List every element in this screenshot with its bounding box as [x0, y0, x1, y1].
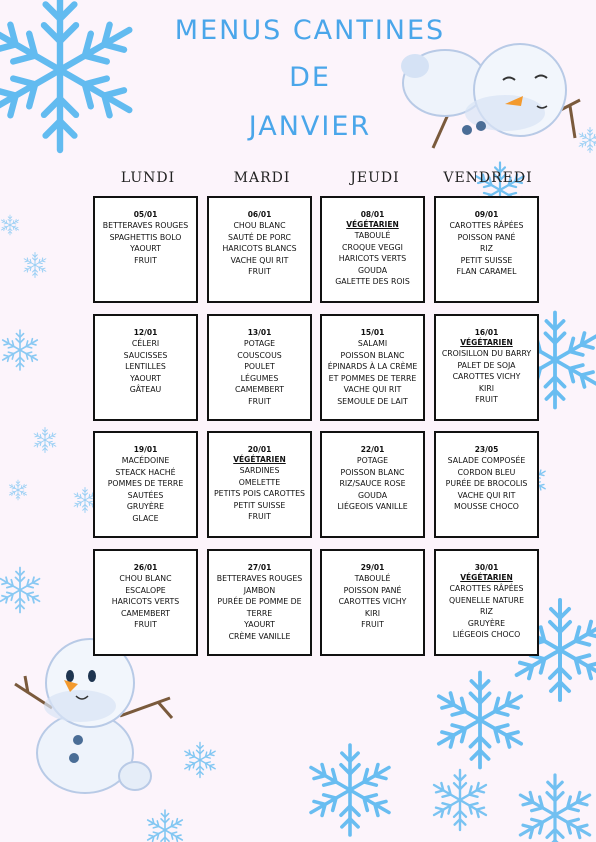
- menu-item: FRUIT: [248, 512, 271, 521]
- menu-item: ESCALOPE: [125, 585, 166, 595]
- menu-cell: [207, 314, 312, 421]
- menu-item: FRUIT: [134, 620, 157, 629]
- menu-item: FRUIT: [361, 620, 384, 629]
- menu-cell: [320, 314, 425, 421]
- menu-item: CAROTTES VICHY: [338, 597, 407, 606]
- menu-item: KIRI: [478, 383, 495, 393]
- menu-item: SALAMI: [357, 339, 388, 348]
- day-header-lundi: LUNDI: [120, 170, 176, 186]
- menu-date: 05/01: [133, 210, 158, 219]
- menu-item: PALET DE SOJA: [457, 360, 516, 370]
- menu-item: LÉGUMES: [240, 373, 279, 383]
- menu-cell: [207, 549, 312, 656]
- menu-cell: [93, 196, 198, 303]
- menu-item: BETTERAVES ROUGES: [216, 574, 303, 583]
- menu-item: CORDON BLEU: [457, 467, 516, 477]
- menu-item: HARICOTS VERTS: [111, 597, 180, 606]
- menu-item: MOUSSE CHOCO: [454, 502, 519, 511]
- menu-item: GOUDA: [357, 490, 388, 500]
- menu-item: CAROTTES RÂPÉES: [449, 221, 524, 230]
- menu-item: CHOU BLANC: [233, 221, 286, 230]
- menu-item: CRÈME VANILLE: [228, 631, 291, 641]
- menu-item: QUENELLE NATURE: [449, 595, 524, 605]
- menu-date: 15/01: [360, 328, 385, 337]
- menu-item: SAUTÉ DE PORC: [227, 232, 292, 242]
- day-header-mardi: MARDI: [233, 170, 291, 186]
- menu-item: GRUYÈRE: [126, 502, 165, 511]
- menu-date: 13/01: [247, 328, 272, 337]
- menu-item: OMELETTE: [238, 477, 281, 487]
- menu-cell: [93, 314, 198, 421]
- menu-item: SEMOULE DE LAIT: [337, 396, 408, 406]
- menu-item: KIRI: [364, 608, 381, 618]
- vegetarian-label: VÉGÉTARIEN: [460, 573, 513, 582]
- menu-item: JAMBON: [243, 585, 276, 595]
- menu-item: CROQUE VEGGI: [342, 242, 403, 252]
- menu-item: POISSON PANÉ: [457, 232, 516, 242]
- menu-item: RIZ: [479, 607, 494, 616]
- menu-item: POISSON BLANC: [340, 350, 405, 360]
- menu-item: ÉPINARDS À LA CRÈME ET POMMES DE TERRE: [327, 362, 418, 383]
- menu-item: CAROTTES VICHY: [452, 372, 521, 381]
- menu-cell: [207, 196, 312, 303]
- menu-item: TABOULÉ: [354, 574, 391, 583]
- menu-date: 08/01: [360, 210, 385, 219]
- menu-item: TABOULÉ: [354, 231, 391, 240]
- menu-item: RIZ/SAUCE ROSE: [339, 479, 406, 488]
- page-title-line-1: MENUS CANTINES: [174, 15, 446, 46]
- menu-date: 26/01: [133, 563, 158, 572]
- menu-cell: [93, 431, 198, 538]
- menu-item: RIZ: [479, 244, 494, 253]
- menu-item: CÉLERI: [131, 339, 160, 348]
- menu-date: 19/01: [133, 445, 158, 454]
- menu-date: 30/01: [474, 563, 499, 572]
- menu-item: COUSCOUS: [237, 350, 282, 360]
- menu-cell: [434, 196, 539, 303]
- page-title-line-3: JANVIER: [248, 111, 372, 142]
- menu-item: GRUYÈRE: [467, 618, 506, 628]
- menu-item: FRUIT: [134, 255, 157, 265]
- menu-item: CROISILLON DU BARRY: [441, 349, 532, 358]
- menu-cell: [320, 431, 425, 538]
- menu-cell: [434, 314, 539, 421]
- menu-item: YAOURT: [244, 620, 275, 629]
- menu-item: POMMES DE TERRE SAUTÉES: [107, 479, 184, 500]
- menu-cell: [320, 196, 425, 303]
- page-title-line-2: DE: [289, 62, 331, 93]
- menu-cell: [93, 549, 198, 656]
- menu-date: 22/01: [360, 445, 385, 454]
- menu-item: POISSON BLANC: [340, 467, 405, 477]
- menu-cell: [434, 549, 539, 656]
- menu-item: VACHE QUI RIT: [343, 385, 402, 394]
- menu-date: 23/05: [474, 445, 499, 454]
- day-header-vendredi: VENDREDI: [443, 170, 533, 186]
- menu-item: PETIT SUISSE: [460, 255, 513, 265]
- menu-item: GÂTEAU: [129, 385, 162, 394]
- menu-cell: [434, 431, 539, 538]
- menu-item: LENTILLES: [125, 362, 166, 371]
- menu-item: LIÉGEOIS VANILLE: [337, 502, 408, 511]
- menu-date: 12/01: [133, 328, 158, 337]
- menu-item: PURÉE DE BROCOLIS: [445, 479, 528, 488]
- vegetarian-label: VÉGÉTARIEN: [346, 220, 399, 229]
- menu-item: HARICOTS VERTS: [338, 254, 407, 263]
- menu-item: SAUCISSES: [123, 350, 168, 360]
- vegetarian-label: VÉGÉTARIEN: [233, 455, 286, 464]
- menu-item: YAOURT: [130, 373, 161, 383]
- menu-item: VACHE QUI RIT: [230, 255, 289, 265]
- menu-item: PETITS POIS CAROTTES: [213, 489, 306, 498]
- menu-item: GLACE: [132, 513, 159, 523]
- menu-item: CAROTTES RÂPÉES: [449, 584, 524, 593]
- menu-item: LIÉGEOIS CHOCO: [452, 630, 521, 639]
- menu-item: BETTERAVES ROUGES: [102, 221, 189, 230]
- menu-item: CAMEMBERT: [234, 385, 285, 394]
- menu-item: SPAGHETTIS BOLO: [109, 232, 182, 242]
- menu-date: 09/01: [474, 210, 499, 219]
- menu-item: POTAGE: [356, 456, 389, 465]
- menu-cell: [320, 549, 425, 656]
- menu-item: POTAGE: [243, 339, 276, 348]
- menu-item: FRUIT: [248, 267, 271, 276]
- menu-item: HARICOTS BLANCS: [222, 244, 297, 253]
- menu-item: POISSON PANÉ: [343, 585, 402, 595]
- menu-item: VACHE QUI RIT: [457, 490, 516, 500]
- menu-item: PETIT SUISSE: [233, 500, 286, 510]
- menu-item: POULET: [244, 362, 275, 371]
- menu-date: 27/01: [247, 563, 272, 572]
- menu-item: SALADE COMPOSÉE: [447, 456, 526, 465]
- menu-item: YAOURT: [130, 244, 161, 253]
- day-header-jeudi: JEUDI: [350, 170, 400, 186]
- menu-date: 16/01: [474, 328, 499, 337]
- menu-item: GALETTE DES ROIS: [335, 277, 410, 286]
- menu-item: STEACK HACHÉ: [115, 467, 176, 477]
- menu-date: 29/01: [360, 563, 385, 572]
- menu-item: SARDINES: [239, 466, 280, 475]
- menu-item: CAMEMBERT: [120, 608, 171, 618]
- menu-date: 06/01: [247, 210, 272, 219]
- menu-item: MACÉDOINE: [121, 456, 170, 465]
- menu-date: 20/01: [247, 445, 272, 454]
- menu-item: CHOU BLANC: [119, 574, 172, 583]
- vegetarian-label: VÉGÉTARIEN: [460, 338, 513, 347]
- menu-item: FLAN CARAMEL: [456, 267, 517, 276]
- menu-item: FRUIT: [475, 395, 498, 404]
- menu-item: PURÉE DE POMME DE TERRE: [217, 597, 302, 618]
- menu-item: GOUDA: [357, 265, 388, 275]
- menu-cell: [207, 431, 312, 538]
- menu-item: FRUIT: [248, 396, 271, 406]
